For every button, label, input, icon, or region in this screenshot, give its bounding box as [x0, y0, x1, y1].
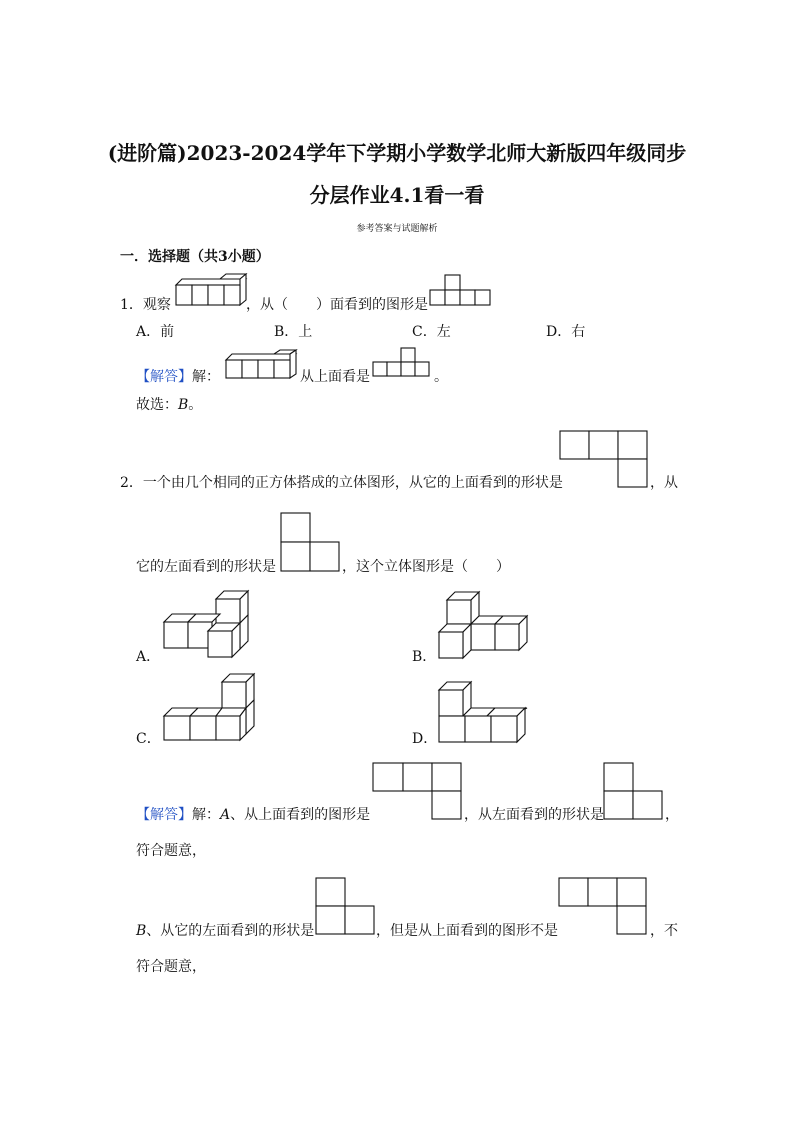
q1-option-d: D．右: [546, 324, 586, 340]
q1-top-view-figure: [430, 275, 492, 306]
q1-choice-end: 。: [188, 397, 203, 413]
q1-question-mid: ，从（ ）面看到的图形是: [246, 297, 428, 313]
q1-option-b: B．上: [274, 324, 313, 340]
q2-answer-letter-b: B: [136, 923, 147, 939]
q2-option-b-label: B．: [412, 649, 437, 665]
q2-option-d-label: D．: [412, 731, 438, 747]
q1-answer-end: 。: [434, 369, 448, 385]
q2-answer-letter-a: A: [220, 807, 231, 823]
q1-option-a: A．前: [136, 324, 175, 340]
q2-answer-left-view-b: [315, 877, 377, 937]
q2-stem-line1-end: ，从: [650, 475, 678, 491]
q2-answer-tag: 【解答】: [136, 807, 192, 823]
q2-answer-b-conclusion: 符合题意，: [136, 959, 206, 975]
section-title: 一．选择题（共3小题）: [120, 249, 270, 265]
q2-option-a-label: A．: [136, 649, 161, 665]
q2-answer-line-a: [136, 806, 370, 824]
q2-answer-b-text2: ，但是从上面看到的图形不是: [376, 923, 558, 939]
q2-option-c-label: C．: [136, 731, 161, 747]
q1-choice-letter: B: [178, 397, 189, 413]
q2-option-a-figure: [162, 591, 252, 661]
q1-answer-solid-figure: [220, 350, 298, 380]
q2-option-d-figure: [437, 682, 533, 746]
q2-stem-line2-end: ，这个立体图形是（ ）: [342, 559, 510, 575]
q2-answer-a-text: 、从上面看到的图形是: [230, 807, 371, 823]
q2-answer-b-text: 、从它的左面看到的形状是: [146, 923, 315, 939]
q1-choice: [136, 396, 202, 414]
q2-top-view-figure: [559, 430, 649, 490]
q2-answer-left-view-a: [603, 762, 665, 822]
page-title-line2: 分层作业4.1看一看: [309, 183, 485, 207]
page-subtitle: 参考答案与试题解析: [356, 224, 438, 234]
q2-left-view-figure: [280, 512, 342, 572]
q1-answer-text: 从上面看是: [300, 369, 370, 385]
q1-answer-top-view: [371, 348, 433, 378]
q2-option-c-figure: [162, 674, 258, 744]
q2-answer-a-conclusion: 符合题意，: [136, 843, 206, 859]
q2-stem-line2: 它的左面看到的形状是: [136, 559, 276, 575]
q1-answer-tag: 【解答】: [136, 369, 192, 385]
q1-answer-intro: 解：: [192, 369, 220, 385]
q2-option-b-figure: [437, 591, 533, 661]
q2-answer-intro: 解：: [192, 807, 220, 823]
q2-answer-line-b: [136, 922, 314, 940]
q1-prefix: 1．观察: [120, 297, 171, 313]
q1-solid-figure: [170, 274, 246, 306]
q1-option-c: C．左: [412, 324, 451, 340]
page-title-line1: (进阶篇)2023-2024学年下学期小学数学北师大新版四年级同步: [107, 141, 687, 165]
q2-stem-line1: 2．一个由几个相同的正方体搭成的立体图形，从它的上面看到的形状是: [120, 475, 563, 491]
q2-answer-a-text2: ，从左面看到的形状是: [464, 807, 604, 823]
q2-answer-b-text3: ，不: [650, 923, 678, 939]
q2-answer-top-view-b: [558, 877, 650, 937]
q2-answer-a-comma: ，: [665, 807, 679, 823]
q2-answer-top-view-a: [372, 762, 464, 822]
q1-choice-prefix: 故选：: [136, 397, 178, 413]
